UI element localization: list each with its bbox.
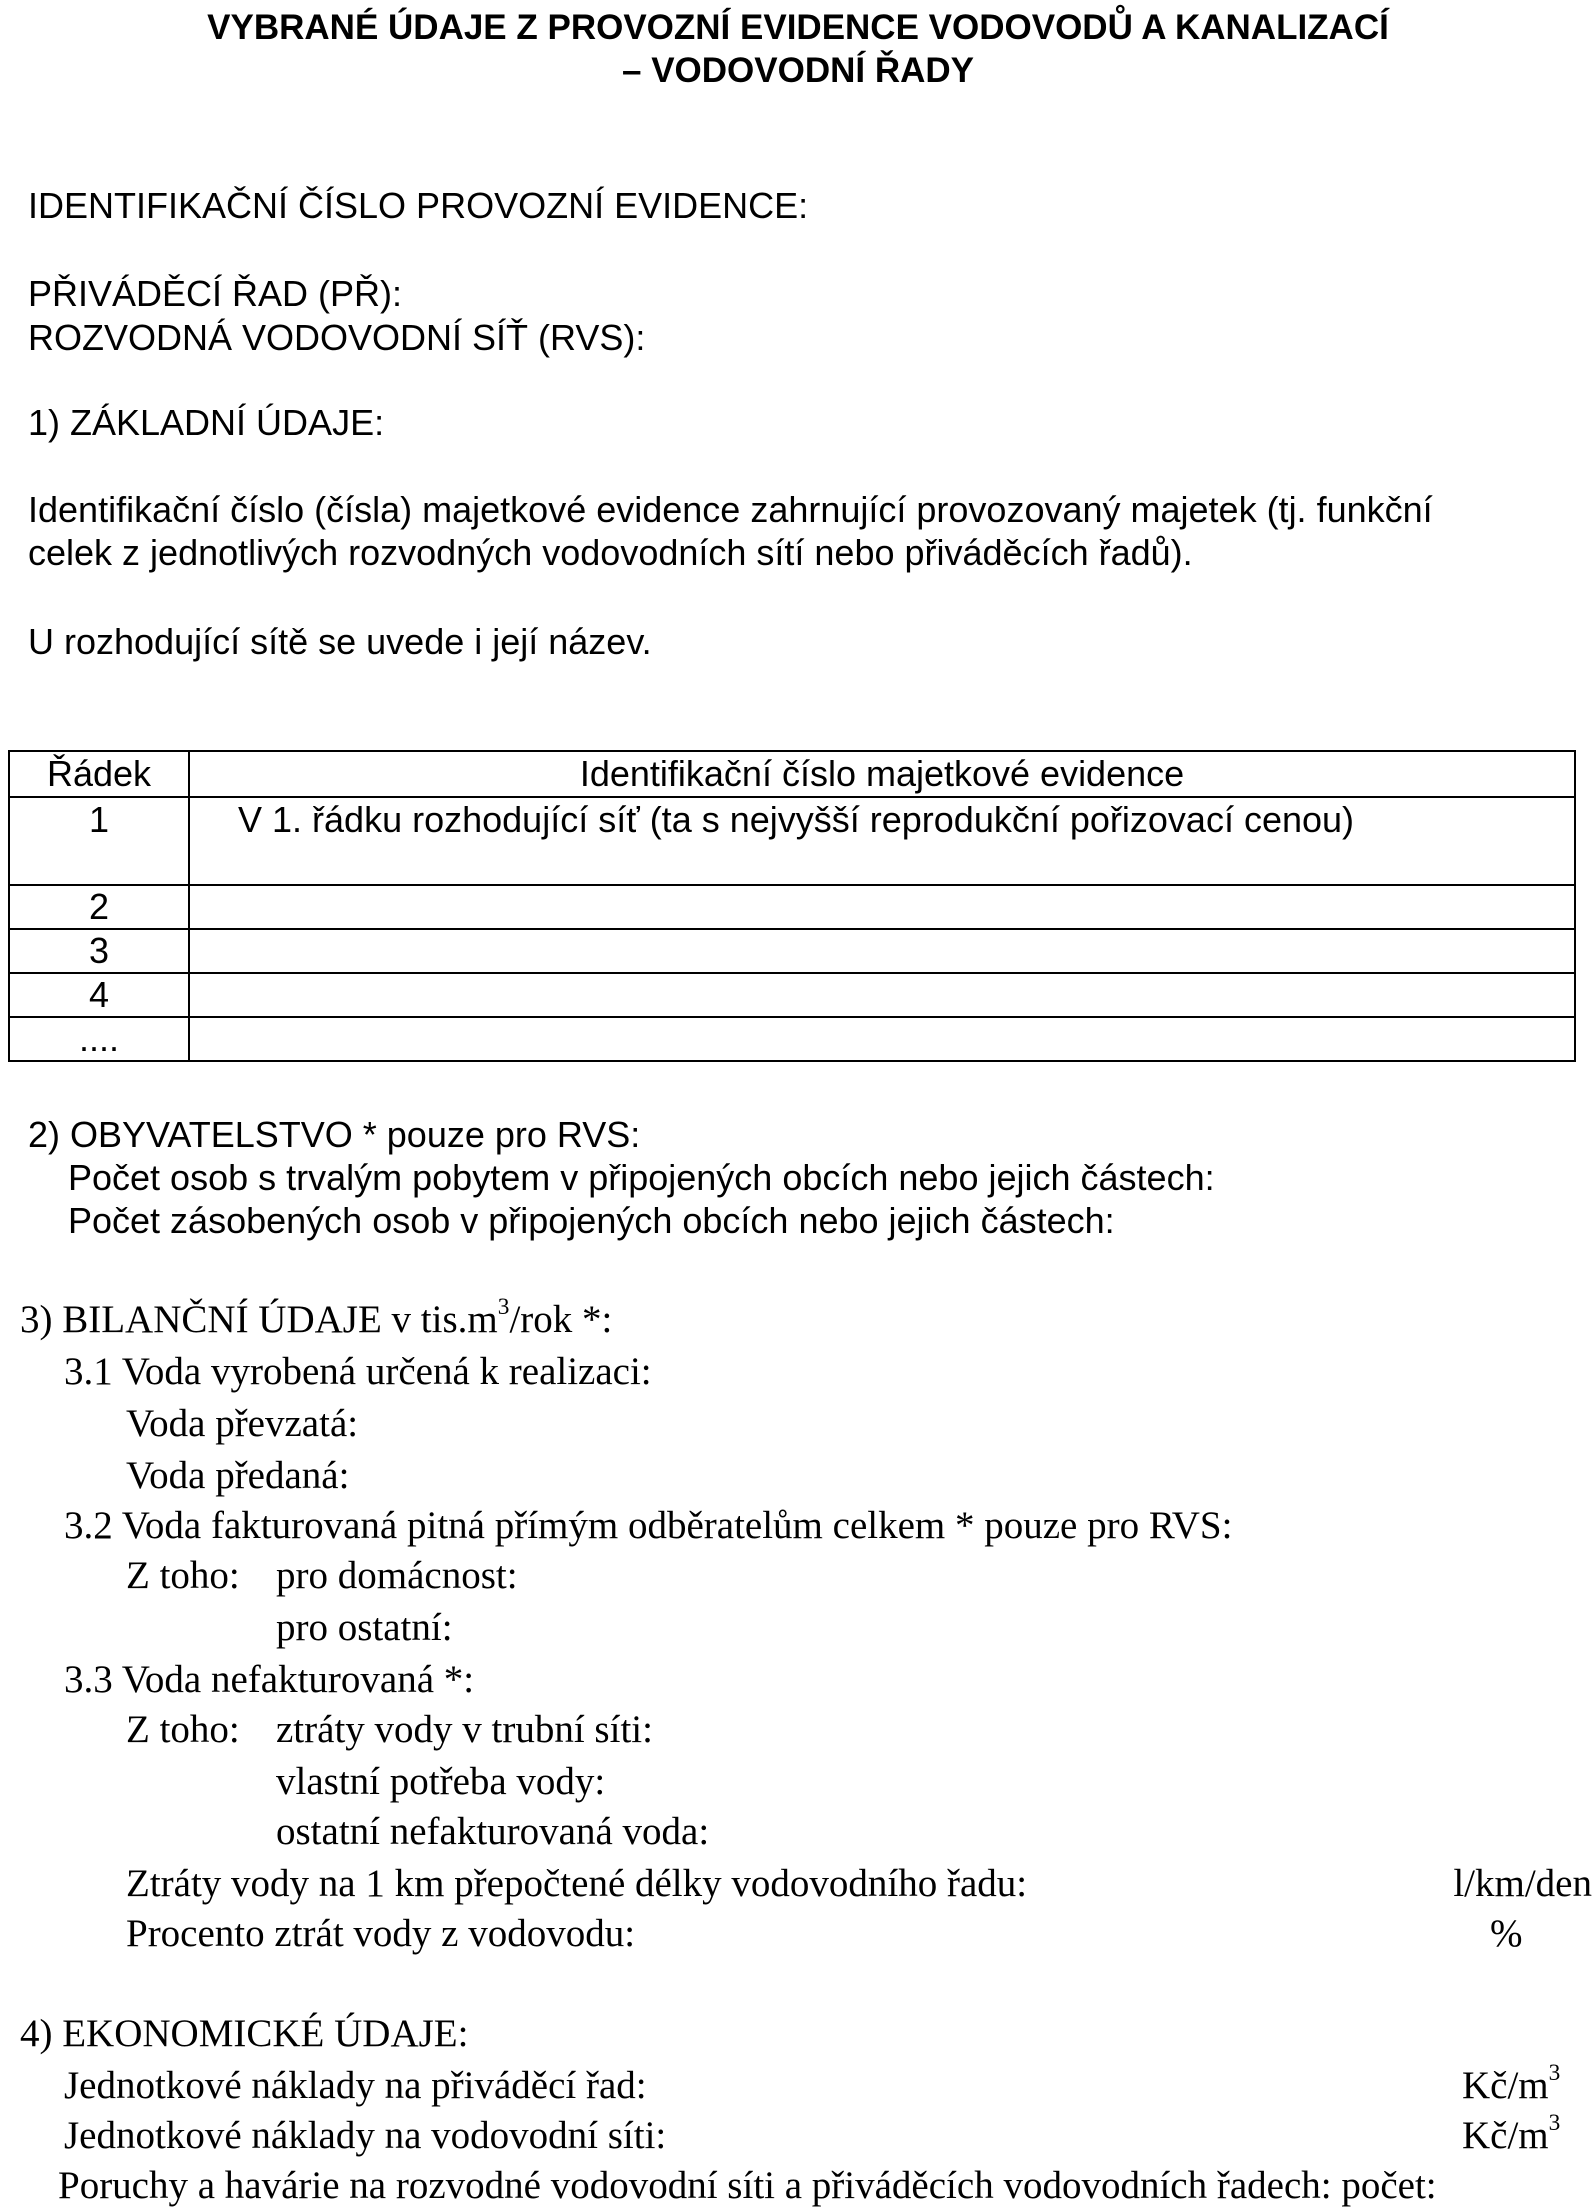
failures-count-label: Poruchy a havárie na rozvodné vodovodní síti a přiváděcích vodovodních řadech: počet: <box>58 2164 1437 2207</box>
row-number-cell: 2 <box>9 885 189 929</box>
item-3-3-of-which-label: Z toho: <box>126 1708 240 1751</box>
section1-paragraph-line1: Identifikační číslo (čísla) majetkové evidence zahrnující provozovaný majetek (tj. funkční <box>28 489 1433 530</box>
others-label: pro ostatní: <box>276 1606 453 1649</box>
section4-heading: 4) EKONOMICKÉ ÚDAJE: <box>20 2012 469 2055</box>
asset-id-cell: V 1. řádku rozhodující síť (ta s nejvyšší reprodukční pořizovací cenou) <box>189 797 1575 885</box>
unit-cost-network-unit: $Kč/m^3$ <box>1462 2110 1561 2157</box>
table-row <box>9 929 1575 973</box>
table-row <box>9 973 1575 1017</box>
pipe-losses-label: ztráty vody v trubní síti: <box>276 1708 653 1751</box>
item-3-3-label: 3.3 Voda nefakturovaná *: <box>64 1658 475 1701</box>
row-number-cell: 3 <box>9 929 189 973</box>
households-label: pro domácnost: <box>276 1554 518 1597</box>
supply-main-label: PŘIVÁDĚCÍ ŘAD (PŘ): <box>28 273 403 314</box>
losses-percent-label: Procento ztrát vody z vodovodu: <box>126 1912 636 1955</box>
losses-per-km-label: Ztráty vody na 1 km přepočtené délky vodovodního řadu: <box>126 1862 1028 1905</box>
section2-heading: 2) OBYVATELSTVO * pouze pro RVS: <box>28 1114 641 1155</box>
losses-percent-unit: % <box>1490 1912 1523 1955</box>
section3-heading: 3) BILANČNÍ ÚDAJE v $tis.m^3$/rok *: <box>20 1294 613 1341</box>
other-unbilled-label: ostatní nefakturovaná voda: <box>276 1810 710 1853</box>
column-header-asset-id: Identifikační číslo majetkové evidence <box>189 751 1575 797</box>
table-row <box>9 797 1575 885</box>
document-title-line1: VYBRANÉ ÚDAJE Z PROVOZNÍ EVIDENCE VODOVODŮ A KANALIZACÍ <box>207 8 1389 47</box>
item-3-2-label: 3.2 Voda fakturovaná pitná přímým odběratelům celkem * pouze pro RVS: <box>64 1504 1233 1547</box>
residents-count-label: Počet osob s trvalým pobytem v připojených obcích nebo jejich částech: <box>68 1157 1215 1198</box>
item-3-2-of-which-label: Z toho: <box>126 1554 240 1597</box>
water-handed-over-label: Voda předaná: <box>126 1454 350 1497</box>
asset-id-table <box>8 750 1576 1062</box>
asset-id-cell <box>189 1017 1575 1061</box>
unit-cost-supply-label: Jednotkové náklady na přiváděcí řad: <box>64 2064 647 2107</box>
item-3-1-label: 3.1 Voda vyrobená určená k realizaci: <box>64 1350 652 1393</box>
supplied-persons-label: Počet zásobených osob v připojených obcích nebo jejich částech: <box>68 1200 1115 1241</box>
distribution-network-label: ROZVODNÁ VODOVODNÍ SÍŤ (RVS): <box>28 317 646 358</box>
unit-cost-network-label: Jednotkové náklady na vodovodní síti: <box>64 2114 667 2157</box>
row-number-cell: 4 <box>9 973 189 1017</box>
column-header-row-number: Řádek <box>9 751 189 797</box>
section1-paragraph-line2: celek z jednotlivých rozvodných vodovodních sítí nebo přiváděcích řadů). <box>28 532 1193 573</box>
own-consumption-label: vlastní potřeba vody: <box>276 1760 606 1803</box>
asset-id-cell <box>189 885 1575 929</box>
document-title-line2: – VODOVODNÍ ŘADY <box>622 51 974 90</box>
table-row <box>9 1017 1575 1061</box>
row-number-cell: 1 <box>9 797 189 885</box>
losses-per-km-unit: l/km/den <box>1453 1862 1592 1905</box>
section1-heading: 1) ZÁKLADNÍ ÚDAJE: <box>28 402 385 443</box>
row-number-cell: .... <box>9 1017 189 1061</box>
identification-number-label: IDENTIFIKAČNÍ ČÍSLO PROVOZNÍ EVIDENCE: <box>28 185 809 226</box>
water-taken-over-label: Voda převzatá: <box>126 1402 359 1445</box>
section1-note: U rozhodující sítě se uvede i její název. <box>28 621 652 662</box>
table-row <box>9 885 1575 929</box>
asset-id-cell <box>189 929 1575 973</box>
asset-id-cell <box>189 973 1575 1017</box>
unit-cost-supply-unit: $Kč/m^3$ <box>1462 2060 1561 2107</box>
table-header-row <box>9 751 1575 797</box>
